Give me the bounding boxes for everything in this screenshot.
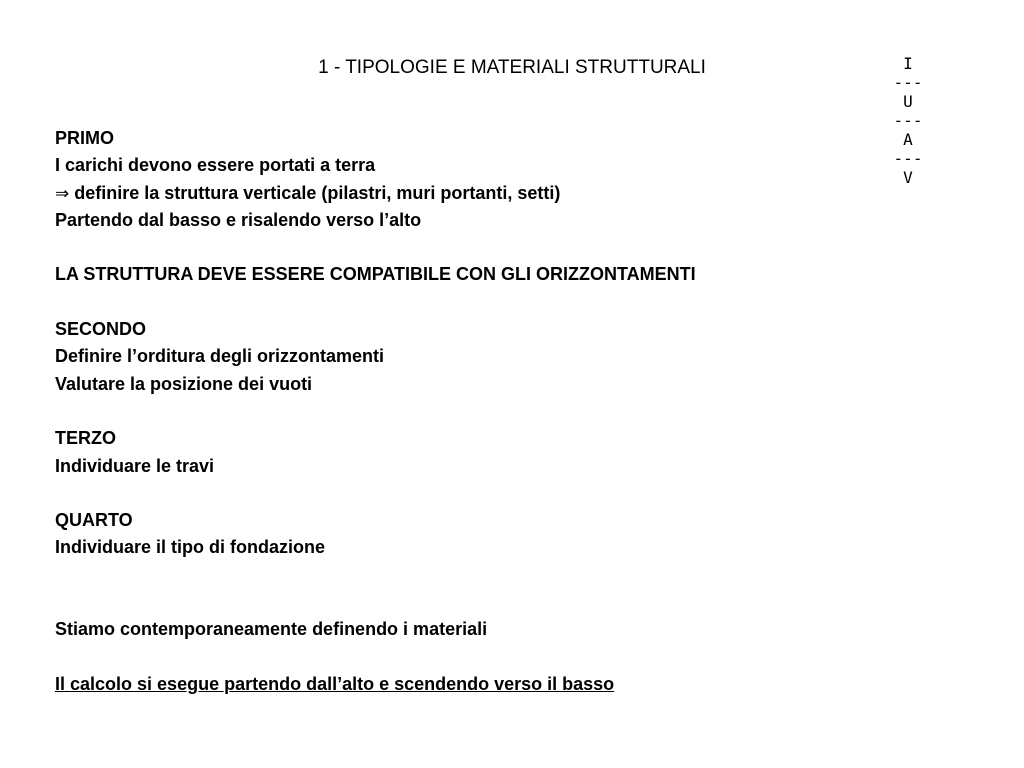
spacer: [55, 562, 955, 589]
secondo-line-2: Valutare la posizione dei vuoti: [55, 373, 313, 394]
spacer: [55, 289, 955, 316]
primo-heading: PRIMO: [55, 128, 115, 148]
spacer: [55, 589, 955, 616]
quarto-line-1: Individuare il tipo di fondazione: [55, 537, 325, 558]
primo-line-3: Partendo dal basso e risalendo verso l’alto: [55, 209, 422, 230]
implies-arrow-icon: ⇒: [55, 183, 70, 204]
logo-line: ---: [893, 73, 923, 92]
terzo-line-1: Individuare le travi: [55, 455, 215, 476]
spacer: [55, 644, 955, 671]
primo-line-2: [55, 180, 955, 207]
logo-line: V: [903, 168, 913, 187]
logo-line: A: [903, 130, 913, 149]
slide-body: [55, 125, 955, 698]
compatibility-statement: LA STRUTTURA DEVE ESSERE COMPATIBILE CON GLI ORIZZONTAMENTI: [55, 264, 696, 285]
slide-title: 1 - TIPOLOGIE E MATERIALI STRUTTURALI: [318, 57, 706, 78]
primo-line-2-text: definire la struttura verticale (pilastri, muri portanti, setti): [69, 182, 561, 203]
terzo-heading: TERZO: [55, 428, 116, 449]
logo-line: ---: [893, 111, 923, 130]
materials-statement: Stiamo contemporaneamente definendo i materiali: [55, 619, 488, 640]
logo-line: ---: [893, 149, 923, 168]
logo-line: I: [903, 54, 913, 73]
spacer: [55, 398, 955, 425]
primo-line-1: I carichi devono essere portati a terra: [55, 155, 376, 176]
spacer: [55, 234, 955, 261]
secondo-heading: SECONDO: [55, 319, 147, 340]
logo-line: U: [903, 92, 913, 111]
secondo-line-1: Definire l’orditura degli orizzontamenti: [55, 346, 385, 367]
calculation-statement: Il calcolo si esegue partendo dall’alto e scendendo verso il basso: [55, 673, 615, 694]
spacer: [55, 480, 955, 507]
quarto-heading: QUARTO: [55, 510, 133, 531]
